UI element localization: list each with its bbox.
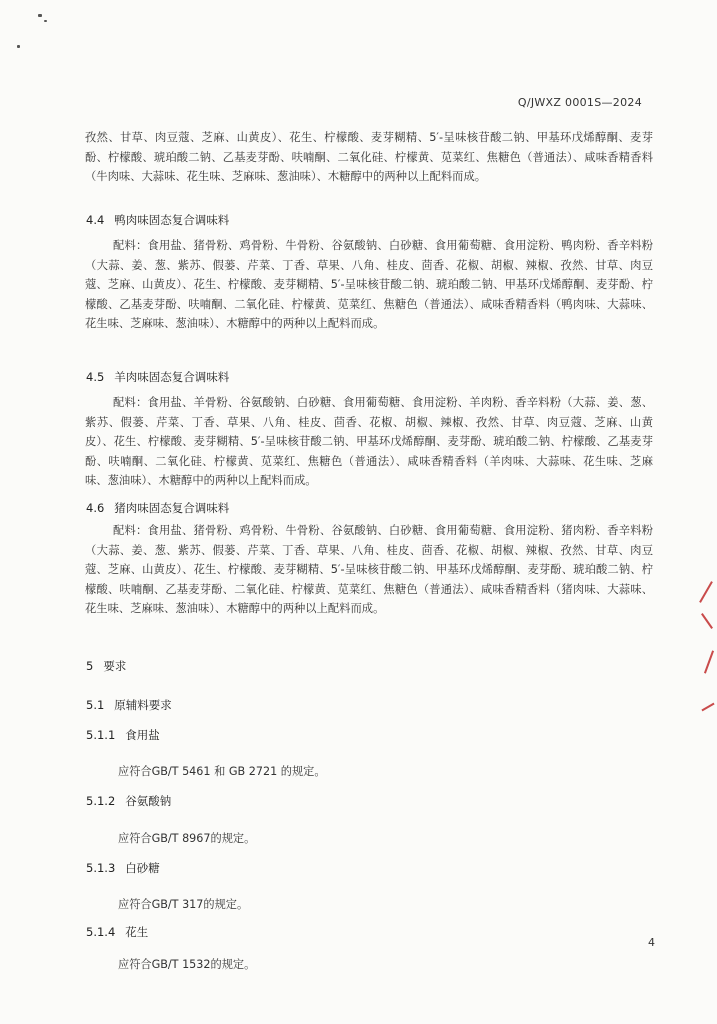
section-title: 猪肉味固态复合调味料 [114, 501, 230, 515]
scan-speck [17, 45, 20, 48]
section-number: 5.1.2 [86, 794, 116, 808]
section-number: 4.5 [86, 370, 105, 384]
section-5-1-heading [86, 697, 172, 713]
document-code: Q/JWXZ 0001S—2024 [517, 96, 642, 109]
page-number: 4 [648, 936, 655, 949]
section-5-1-3-text: 应符合GB/T 317的规定。 [118, 898, 249, 911]
section-number: 4.6 [86, 501, 105, 515]
section-4-6-heading [86, 500, 229, 516]
section-number: 5.1 [86, 698, 105, 712]
section-4-4-heading [86, 212, 229, 228]
section-4-6-text: 配料：食用盐、猪骨粉、鸡骨粉、牛骨粉、谷氨酸钠、白砂糖、食用葡萄糖、食用淀粉、猪肉粉、香辛料粉（大蒜、姜、葱、紫苏、假蒌、芹菜、丁香、草果、八角、桂皮、茴香、花椒、胡椒、辣椒、孜然、甘草、肉豆蔻、芝麻、山黄皮）、花生、柠檬酸、麦芽糊精、5′-呈味核苷酸二钠、甲基环戊烯醇酮、麦芽酚、琥珀酸二钠、柠檬酸、呋喃酮、乙基麦芽酚、二氧化硅、柠檬黄、苋菜红、焦糖色（普通法）、咸味香精香料（猪肉味、大蒜味、花生味、芝麻味、葱油味）、木糖醇中的两种以上配料而成。 [85, 524, 653, 615]
section-title: 食用盐 [125, 728, 160, 742]
section-4-5-text: 配料：食用盐、羊骨粉、谷氨酸钠、白砂糖、食用葡萄糖、食用淀粉、羊肉粉、香辛料粉（大蒜、姜、葱、紫苏、假蒌、芹菜、丁香、草果、八角、桂皮、茴香、花椒、胡椒、辣椒、孜然、甘草、肉豆蔻、芝麻、山黄皮）、花生、柠檬酸、麦芽糊精、5′-呈味核苷酸二钠、甲基环戊烯醇酮、麦芽酚、琥珀酸二钠、柠檬酸、乙基麦芽酚、呋喃酮、二氧化硅、柠檬黄、苋菜红、焦糖色（普通法）、咸味香精香料（羊肉味、大蒜味、花生味、芝麻味、葱油味）、木糖醇中的两种以上配料而成。 [85, 396, 653, 487]
section-title: 原辅料要求 [114, 698, 172, 712]
section-number: 5 [86, 659, 94, 673]
intro-paragraph: 孜然、甘草、肉豆蔻、芝麻、山黄皮）、花生、柠檬酸、麦芽糊精、5′-呈味核苷酸二钠、甲基环戊烯醇酮、麦芽酚、柠檬酸、琥珀酸二钠、乙基麦芽酚、呋喃酮、二氧化硅、柠檬黄、苋菜红、焦糖色（普通法）、咸味香精香料（牛肉味、大蒜味、花生味、芝麻味、葱油味）、木糖醇中的两种以上配料而成。 [85, 131, 653, 183]
section-title: 鸭肉味固态复合调味料 [114, 213, 230, 227]
section-4-4-text: 配料：食用盐、猪骨粉、鸡骨粉、牛骨粉、谷氨酸钠、白砂糖、食用葡萄糖、食用淀粉、鸭肉粉、香辛料粉（大蒜、姜、葱、紫苏、假蒌、芹菜、丁香、草果、八角、桂皮、茴香、花椒、胡椒、辣椒、孜然、甘草、肉豆蔻、芝麻、山黄皮）、花生、柠檬酸、麦芽糊精、5′-呈味核苷酸二钠、琥珀酸二钠、甲基环戊烯醇酮、麦芽酚、柠檬酸、乙基麦芽酚、呋喃酮、二氧化硅、柠檬黄、苋菜红、焦糖色（普通法）、咸味香精香料（鸭肉味、大蒜味、花生味、芝麻味、葱油味）、木糖醇中的两种以上配料而成。 [85, 239, 653, 330]
section-5-1-2-heading [86, 793, 171, 809]
section-number: 5.1.1 [86, 728, 116, 742]
section-title: 花生 [125, 925, 149, 939]
section-title: 要求 [103, 659, 127, 673]
scan-speck [38, 14, 42, 17]
section-title: 羊肉味固态复合调味料 [114, 370, 230, 384]
section-5-1-4-heading [86, 924, 148, 940]
section-title: 谷氨酸钠 [125, 794, 172, 808]
section-5-1-1-text: 应符合GB/T 5461 和 GB 2721 的规定。 [118, 765, 326, 778]
section-5-1-4-text: 应符合GB/T 1532的规定。 [118, 958, 256, 971]
section-5-heading [86, 658, 126, 674]
section-5-1-3-heading [86, 860, 160, 876]
section-5-1-2-text: 应符合GB/T 8967的规定。 [118, 832, 256, 845]
scan-speck [44, 20, 47, 22]
section-number: 4.4 [86, 213, 105, 227]
section-4-5-heading [86, 369, 229, 385]
section-number: 5.1.4 [86, 925, 116, 939]
section-5-1-1-heading [86, 727, 160, 743]
section-title: 白砂糖 [125, 861, 160, 875]
section-number: 5.1.3 [86, 861, 116, 875]
